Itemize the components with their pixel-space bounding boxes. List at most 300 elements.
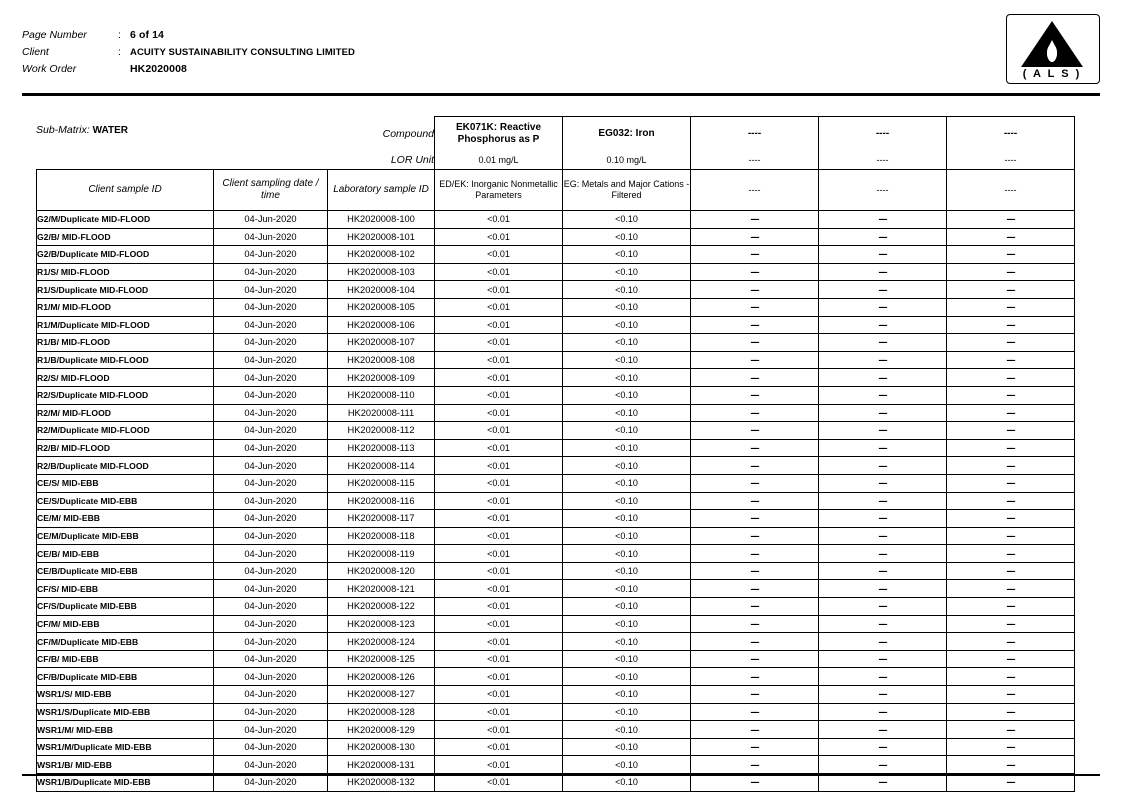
cell-result-3: ---- [691, 598, 819, 616]
cell-result-3: ---- [691, 474, 819, 492]
cell-sampling-date: 04-Jun-2020 [214, 263, 328, 281]
cell-result-1: <0.01 [435, 334, 563, 352]
cell-result-4: ---- [819, 756, 947, 774]
cell-result-3: ---- [691, 580, 819, 598]
table-row [37, 545, 1075, 563]
cell-result-1: <0.01 [435, 756, 563, 774]
cell-result-3: ---- [691, 756, 819, 774]
cell-sampling-date: 04-Jun-2020 [214, 351, 328, 369]
lor-unit-row [37, 151, 1075, 170]
table-row [37, 228, 1075, 246]
cell-result-5: ---- [947, 721, 1075, 739]
cell-sampling-date: 04-Jun-2020 [214, 386, 328, 404]
cell-result-5: ---- [947, 738, 1075, 756]
cell-result-2: <0.10 [563, 263, 691, 281]
cell-result-3: ---- [691, 246, 819, 264]
cell-result-4: ---- [819, 510, 947, 528]
cell-result-2: <0.10 [563, 703, 691, 721]
cell-result-1: <0.01 [435, 527, 563, 545]
cell-result-5: ---- [947, 545, 1075, 563]
cell-result-5: ---- [947, 598, 1075, 616]
results-table-head [37, 117, 1075, 211]
footer-divider [22, 774, 1100, 777]
cell-result-4: ---- [819, 369, 947, 387]
cell-result-2: <0.10 [563, 650, 691, 668]
lor-unit-5: ---- [947, 151, 1075, 170]
cell-result-5: ---- [947, 686, 1075, 704]
sub-matrix-value: WATER [92, 125, 128, 136]
cell-result-4: ---- [819, 211, 947, 229]
cell-result-4: ---- [819, 263, 947, 281]
cell-laboratory-sample-id: HK2020008-128 [328, 703, 435, 721]
cell-client-sample-id: CE/S/Duplicate MID-EBB [37, 492, 214, 510]
cell-client-sample-id: WSR1/S/Duplicate MID-EBB [37, 703, 214, 721]
cell-result-3: ---- [691, 439, 819, 457]
als-logo-icon [1007, 15, 1097, 81]
cell-result-1: <0.01 [435, 474, 563, 492]
table-row [37, 650, 1075, 668]
work-order-value: HK2020008 [130, 63, 187, 75]
cell-result-5: ---- [947, 351, 1075, 369]
table-row [37, 721, 1075, 739]
cell-sampling-date: 04-Jun-2020 [214, 228, 328, 246]
cell-sampling-date: 04-Jun-2020 [214, 211, 328, 229]
cell-result-5: ---- [947, 615, 1075, 633]
work-order-label: Work Order [22, 63, 77, 75]
cell-result-3: ---- [691, 211, 819, 229]
cell-result-1: <0.01 [435, 668, 563, 686]
cell-result-2: <0.10 [563, 598, 691, 616]
cell-result-3: ---- [691, 369, 819, 387]
table-row [37, 756, 1075, 774]
cell-result-4: ---- [819, 668, 947, 686]
cell-client-sample-id: CF/M/ MID-EBB [37, 615, 214, 633]
cell-client-sample-id: G2/B/ MID-FLOOD [37, 228, 214, 246]
cell-result-1: <0.01 [435, 650, 563, 668]
column-header-client-sampling-date: Client sampling date / time [214, 170, 328, 211]
cell-sampling-date: 04-Jun-2020 [214, 668, 328, 686]
table-row [37, 598, 1075, 616]
cell-result-5: ---- [947, 650, 1075, 668]
cell-result-5: ---- [947, 474, 1075, 492]
table-row [37, 439, 1075, 457]
cell-result-3: ---- [691, 545, 819, 563]
cell-laboratory-sample-id: HK2020008-101 [328, 228, 435, 246]
cell-sampling-date: 04-Jun-2020 [214, 650, 328, 668]
cell-laboratory-sample-id: HK2020008-119 [328, 545, 435, 563]
cell-result-1: <0.01 [435, 369, 563, 387]
cell-result-1: <0.01 [435, 316, 563, 334]
cell-result-3: ---- [691, 510, 819, 528]
cell-result-5: ---- [947, 263, 1075, 281]
cell-result-1: <0.01 [435, 457, 563, 475]
cell-sampling-date: 04-Jun-2020 [214, 422, 328, 440]
cell-client-sample-id: R1/M/Duplicate MID-FLOOD [37, 316, 214, 334]
cell-result-4: ---- [819, 474, 947, 492]
table-row [37, 527, 1075, 545]
cell-result-5: ---- [947, 580, 1075, 598]
page-header [22, 28, 1100, 79]
compound-header-5: ---- [947, 117, 1075, 152]
cell-sampling-date: 04-Jun-2020 [214, 580, 328, 598]
cell-result-2: <0.10 [563, 721, 691, 739]
compound-header-row [37, 117, 1075, 152]
cell-result-2: <0.10 [563, 738, 691, 756]
cell-result-2: <0.10 [563, 334, 691, 352]
cell-result-3: ---- [691, 316, 819, 334]
cell-result-4: ---- [819, 650, 947, 668]
header-divider [22, 93, 1100, 96]
cell-result-3: ---- [691, 615, 819, 633]
cell-result-4: ---- [819, 545, 947, 563]
cell-result-1: <0.01 [435, 246, 563, 264]
cell-client-sample-id: R2/S/ MID-FLOOD [37, 369, 214, 387]
cell-sampling-date: 04-Jun-2020 [214, 774, 328, 792]
cell-result-2: <0.10 [563, 439, 691, 457]
cell-result-1: <0.01 [435, 633, 563, 651]
cell-result-3: ---- [691, 386, 819, 404]
cell-sampling-date: 04-Jun-2020 [214, 721, 328, 739]
cell-result-5: ---- [947, 228, 1075, 246]
cell-client-sample-id: WSR1/B/Duplicate MID-EBB [37, 774, 214, 792]
cell-result-4: ---- [819, 386, 947, 404]
results-table [36, 116, 1075, 792]
cell-laboratory-sample-id: HK2020008-125 [328, 650, 435, 668]
cell-sampling-date: 04-Jun-2020 [214, 615, 328, 633]
cell-result-5: ---- [947, 422, 1075, 440]
cell-result-1: <0.01 [435, 738, 563, 756]
cell-result-2: <0.10 [563, 369, 691, 387]
cell-result-5: ---- [947, 211, 1075, 229]
cell-result-2: <0.10 [563, 474, 691, 492]
cell-result-4: ---- [819, 686, 947, 704]
cell-laboratory-sample-id: HK2020008-109 [328, 369, 435, 387]
cell-result-4: ---- [819, 703, 947, 721]
cell-result-3: ---- [691, 562, 819, 580]
client-colon: : [118, 46, 121, 58]
cell-result-1: <0.01 [435, 351, 563, 369]
column-header-row [37, 170, 1075, 211]
cell-client-sample-id: R1/B/ MID-FLOOD [37, 334, 214, 352]
cell-result-1: <0.01 [435, 263, 563, 281]
cell-client-sample-id: R2/S/Duplicate MID-FLOOD [37, 386, 214, 404]
table-row [37, 686, 1075, 704]
cell-laboratory-sample-id: HK2020008-102 [328, 246, 435, 264]
cell-result-2: <0.10 [563, 298, 691, 316]
cell-result-1: <0.01 [435, 510, 563, 528]
page-number-label: Page Number [22, 29, 87, 41]
spacer-cell [37, 117, 214, 152]
cell-client-sample-id: WSR1/M/Duplicate MID-EBB [37, 738, 214, 756]
cell-sampling-date: 04-Jun-2020 [214, 369, 328, 387]
cell-sampling-date: 04-Jun-2020 [214, 562, 328, 580]
cell-laboratory-sample-id: HK2020008-130 [328, 738, 435, 756]
column-header-laboratory-sample-id: Laboratory sample ID [328, 170, 435, 211]
cell-result-4: ---- [819, 316, 947, 334]
cell-result-3: ---- [691, 457, 819, 475]
cell-result-3: ---- [691, 527, 819, 545]
cell-result-3: ---- [691, 298, 819, 316]
table-row [37, 615, 1075, 633]
cell-result-4: ---- [819, 281, 947, 299]
cell-client-sample-id: R2/M/ MID-FLOOD [37, 404, 214, 422]
cell-result-2: <0.10 [563, 386, 691, 404]
cell-result-2: <0.10 [563, 211, 691, 229]
cell-sampling-date: 04-Jun-2020 [214, 298, 328, 316]
cell-result-3: ---- [691, 404, 819, 422]
cell-laboratory-sample-id: HK2020008-124 [328, 633, 435, 651]
cell-result-1: <0.01 [435, 721, 563, 739]
cell-sampling-date: 04-Jun-2020 [214, 527, 328, 545]
cell-result-5: ---- [947, 527, 1075, 545]
cell-client-sample-id: CF/S/Duplicate MID-EBB [37, 598, 214, 616]
cell-result-2: <0.10 [563, 686, 691, 704]
cell-client-sample-id: CE/S/ MID-EBB [37, 474, 214, 492]
table-row [37, 334, 1075, 352]
cell-result-3: ---- [691, 351, 819, 369]
cell-sampling-date: 04-Jun-2020 [214, 457, 328, 475]
cell-laboratory-sample-id: HK2020008-106 [328, 316, 435, 334]
table-row [37, 211, 1075, 229]
cell-result-4: ---- [819, 298, 947, 316]
lor-unit-3: ---- [691, 151, 819, 170]
cell-laboratory-sample-id: HK2020008-111 [328, 404, 435, 422]
cell-result-5: ---- [947, 510, 1075, 528]
cell-result-1: <0.01 [435, 615, 563, 633]
cell-result-2: <0.10 [563, 668, 691, 686]
cell-client-sample-id: R2/M/Duplicate MID-FLOOD [37, 422, 214, 440]
cell-result-3: ---- [691, 422, 819, 440]
cell-result-5: ---- [947, 633, 1075, 651]
cell-result-2: <0.10 [563, 457, 691, 475]
cell-laboratory-sample-id: HK2020008-131 [328, 756, 435, 774]
cell-result-4: ---- [819, 457, 947, 475]
cell-result-1: <0.01 [435, 211, 563, 229]
cell-result-3: ---- [691, 668, 819, 686]
cell-laboratory-sample-id: HK2020008-104 [328, 281, 435, 299]
cell-result-2: <0.10 [563, 580, 691, 598]
cell-client-sample-id: CF/B/ MID-EBB [37, 650, 214, 668]
cell-laboratory-sample-id: HK2020008-113 [328, 439, 435, 457]
table-row [37, 492, 1075, 510]
cell-result-2: <0.10 [563, 510, 691, 528]
cell-sampling-date: 04-Jun-2020 [214, 756, 328, 774]
cell-result-3: ---- [691, 228, 819, 246]
cell-sampling-date: 04-Jun-2020 [214, 404, 328, 422]
cell-result-2: <0.10 [563, 756, 691, 774]
cell-client-sample-id: WSR1/M/ MID-EBB [37, 721, 214, 739]
cell-client-sample-id: WSR1/B/ MID-EBB [37, 756, 214, 774]
cell-result-5: ---- [947, 756, 1075, 774]
header-row-client [22, 45, 1100, 60]
cell-result-5: ---- [947, 457, 1075, 475]
cell-laboratory-sample-id: HK2020008-103 [328, 263, 435, 281]
als-logo [1006, 14, 1100, 84]
cell-result-3: ---- [691, 650, 819, 668]
cell-result-4: ---- [819, 228, 947, 246]
cell-result-2: <0.10 [563, 545, 691, 563]
cell-laboratory-sample-id: HK2020008-110 [328, 386, 435, 404]
cell-client-sample-id: R1/S/ MID-FLOOD [37, 263, 214, 281]
cell-result-1: <0.01 [435, 228, 563, 246]
cell-result-3: ---- [691, 633, 819, 651]
cell-result-5: ---- [947, 369, 1075, 387]
cell-result-1: <0.01 [435, 439, 563, 457]
cell-result-1: <0.01 [435, 386, 563, 404]
lor-unit-row-label: LOR Unit [390, 154, 434, 166]
table-row [37, 386, 1075, 404]
cell-result-5: ---- [947, 246, 1075, 264]
cell-result-2: <0.10 [563, 562, 691, 580]
cell-laboratory-sample-id: HK2020008-115 [328, 474, 435, 492]
compound-header-4: ---- [819, 117, 947, 152]
table-row [37, 316, 1075, 334]
cell-result-2: <0.10 [563, 422, 691, 440]
cell-laboratory-sample-id: HK2020008-129 [328, 721, 435, 739]
cell-result-2: <0.10 [563, 404, 691, 422]
cell-laboratory-sample-id: HK2020008-127 [328, 686, 435, 704]
cell-sampling-date: 04-Jun-2020 [214, 316, 328, 334]
client-value: ACUITY SUSTAINABILITY CONSULTING LIMITED [130, 47, 355, 58]
cell-client-sample-id: G2/B/Duplicate MID-FLOOD [37, 246, 214, 264]
cell-laboratory-sample-id: HK2020008-117 [328, 510, 435, 528]
cell-client-sample-id: CE/B/ MID-EBB [37, 545, 214, 563]
method-header-5: ---- [947, 170, 1075, 211]
cell-result-3: ---- [691, 686, 819, 704]
cell-laboratory-sample-id: HK2020008-121 [328, 580, 435, 598]
column-header-client-sample-id: Client sample ID [37, 170, 214, 211]
spacer-cell-2 [37, 151, 214, 170]
cell-laboratory-sample-id: HK2020008-116 [328, 492, 435, 510]
compound-row-label: Compound [382, 127, 434, 140]
table-row [37, 703, 1075, 721]
cell-result-2: <0.10 [563, 246, 691, 264]
page-number-colon: : [118, 29, 121, 41]
lor-unit-4: ---- [819, 151, 947, 170]
cell-result-5: ---- [947, 562, 1075, 580]
cell-client-sample-id: CE/M/ MID-EBB [37, 510, 214, 528]
cell-result-4: ---- [819, 633, 947, 651]
table-row [37, 369, 1075, 387]
cell-result-5: ---- [947, 298, 1075, 316]
cell-result-5: ---- [947, 316, 1075, 334]
cell-sampling-date: 04-Jun-2020 [214, 246, 328, 264]
cell-result-5: ---- [947, 703, 1075, 721]
cell-result-5: ---- [947, 386, 1075, 404]
cell-client-sample-id: R1/B/Duplicate MID-FLOOD [37, 351, 214, 369]
cell-result-1: <0.01 [435, 404, 563, 422]
cell-laboratory-sample-id: HK2020008-112 [328, 422, 435, 440]
cell-result-3: ---- [691, 703, 819, 721]
cell-result-3: ---- [691, 721, 819, 739]
method-header-4: ---- [819, 170, 947, 211]
cell-result-1: <0.01 [435, 580, 563, 598]
table-row [37, 422, 1075, 440]
cell-result-1: <0.01 [435, 598, 563, 616]
cell-result-2: <0.10 [563, 774, 691, 792]
header-row-work-order [22, 62, 1100, 77]
cell-laboratory-sample-id: HK2020008-114 [328, 457, 435, 475]
cell-laboratory-sample-id: HK2020008-118 [328, 527, 435, 545]
cell-result-4: ---- [819, 615, 947, 633]
cell-sampling-date: 04-Jun-2020 [214, 545, 328, 563]
client-label: Client [22, 46, 49, 58]
cell-result-4: ---- [819, 492, 947, 510]
cell-result-1: <0.01 [435, 492, 563, 510]
cell-result-2: <0.10 [563, 615, 691, 633]
sub-matrix-label: Sub-Matrix: [36, 124, 90, 136]
table-row [37, 668, 1075, 686]
table-row [37, 457, 1075, 475]
cell-result-3: ---- [691, 281, 819, 299]
table-row [37, 633, 1075, 651]
cell-client-sample-id: CE/B/Duplicate MID-EBB [37, 562, 214, 580]
table-row [37, 263, 1075, 281]
cell-laboratory-sample-id: HK2020008-126 [328, 668, 435, 686]
cell-result-4: ---- [819, 404, 947, 422]
cell-result-1: <0.01 [435, 686, 563, 704]
cell-result-2: <0.10 [563, 492, 691, 510]
cell-client-sample-id: CF/S/ MID-EBB [37, 580, 214, 598]
cell-result-1: <0.01 [435, 545, 563, 563]
cell-sampling-date: 04-Jun-2020 [214, 633, 328, 651]
table-row [37, 246, 1075, 264]
cell-client-sample-id: R1/S/Duplicate MID-FLOOD [37, 281, 214, 299]
cell-result-4: ---- [819, 246, 947, 264]
cell-result-1: <0.01 [435, 298, 563, 316]
cell-laboratory-sample-id: HK2020008-107 [328, 334, 435, 352]
cell-result-4: ---- [819, 598, 947, 616]
cell-sampling-date: 04-Jun-2020 [214, 738, 328, 756]
cell-result-2: <0.10 [563, 351, 691, 369]
cell-result-3: ---- [691, 738, 819, 756]
cell-result-2: <0.10 [563, 527, 691, 545]
cell-result-5: ---- [947, 404, 1075, 422]
cell-client-sample-id: WSR1/S/ MID-EBB [37, 686, 214, 704]
cell-result-4: ---- [819, 738, 947, 756]
cell-result-3: ---- [691, 263, 819, 281]
cell-result-5: ---- [947, 334, 1075, 352]
cell-client-sample-id: CF/B/Duplicate MID-EBB [37, 668, 214, 686]
table-row [37, 510, 1075, 528]
cell-sampling-date: 04-Jun-2020 [214, 474, 328, 492]
cell-result-4: ---- [819, 422, 947, 440]
cell-laboratory-sample-id: HK2020008-123 [328, 615, 435, 633]
table-row [37, 281, 1075, 299]
cell-sampling-date: 04-Jun-2020 [214, 439, 328, 457]
table-row [37, 298, 1075, 316]
cell-result-3: ---- [691, 774, 819, 792]
table-row [37, 562, 1075, 580]
table-row [37, 404, 1075, 422]
cell-result-1: <0.01 [435, 281, 563, 299]
cell-sampling-date: 04-Jun-2020 [214, 703, 328, 721]
cell-result-4: ---- [819, 351, 947, 369]
table-row [37, 738, 1075, 756]
cell-client-sample-id: R1/M/ MID-FLOOD [37, 298, 214, 316]
cell-result-1: <0.01 [435, 774, 563, 792]
cell-sampling-date: 04-Jun-2020 [214, 281, 328, 299]
method-header-1: ED/EK: Inorganic Nonmetallic Parameters [435, 170, 563, 211]
cell-result-4: ---- [819, 580, 947, 598]
cell-client-sample-id: G2/M/Duplicate MID-FLOOD [37, 211, 214, 229]
results-table-body [37, 211, 1075, 792]
cell-result-3: ---- [691, 334, 819, 352]
lor-unit-1: 0.01 mg/L [435, 151, 563, 170]
cell-result-4: ---- [819, 439, 947, 457]
header-row-page-number [22, 28, 1100, 43]
lor-unit-2: 0.10 mg/L [563, 151, 691, 170]
